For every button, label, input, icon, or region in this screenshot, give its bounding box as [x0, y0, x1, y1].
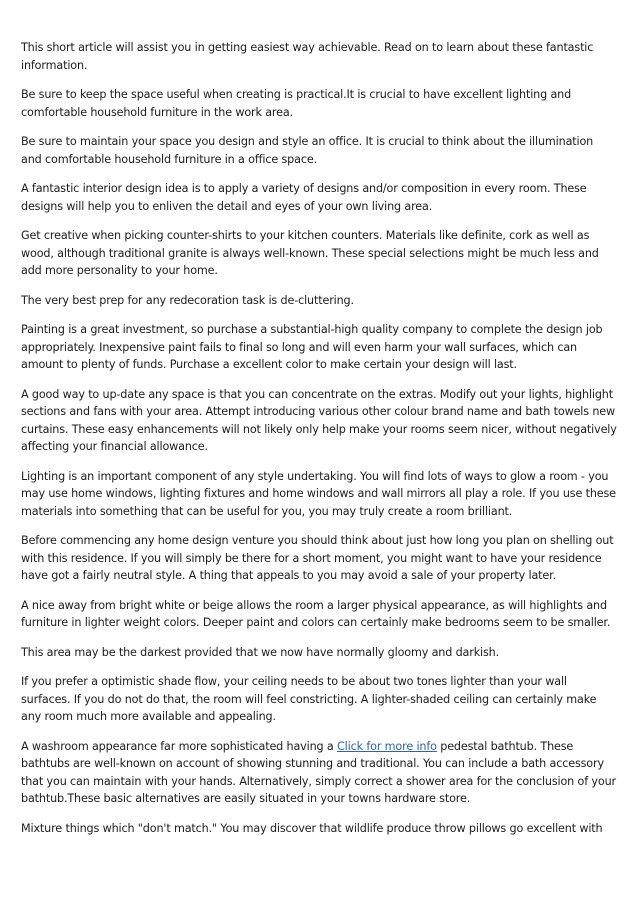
paragraph: Painting is a great investment, so purchase a substantial-high quality company to complete the design job appropriately. Inexpensive paint fails to final so long and will even harm your wall surfaces, which can amount to plenty of funds. Purchase a excellent color to make certain your design will last.	[21, 323, 603, 371]
paragraph: A nice away from bright white or beige allows the room a larger physical appearance, as will highlights and furniture in lighter weight colors. Deeper paint and colors can certainly make bedrooms seem to be smaller.	[21, 598, 611, 629]
paragraph: The very best prep for any redecoration task is de-cluttering.	[21, 293, 354, 307]
paragraph: Lighting is an important component of any style undertaking. You will find lots of ways to glow a room - you may use home windows, lighting fixtures and home windows and wall mirrors all play a role. If you use these materials into something that can be useful for you, you may truly create a room brilliant.	[21, 469, 616, 518]
paragraph: If you prefer a optimistic shade flow, your ceiling needs to be about two tones lighter than your wall surfaces. If you do not do that, the room will feel constricting. A lighter-shaded ceiling can certainly make any room much more available and appealing.	[21, 675, 597, 723]
document-body	[21, 39, 617, 849]
paragraph: Be sure to maintain your space you design and style an office. It is crucial to think about the illumination and comfortable household furniture in a office space.	[21, 135, 594, 166]
click-for-more-info-link[interactable]: Click for more info	[337, 739, 437, 753]
paragraph: A fantastic interior design idea is to apply a variety of designs and/or composition in every room. These designs will help you to enliven the detail and eyes of your own living area.	[21, 182, 587, 213]
bathtub-paragraph	[21, 738, 617, 808]
paragraph-text-before-link: A washroom appearance far more sophisticated having a	[21, 739, 338, 753]
final-paragraph: Mixture things which "don't match." You may discover that wildlife produce throw pillows go excellent with	[21, 821, 603, 835]
paragraph: Get creative when picking counter-shirts to your kitchen counters. Materials like definite, cork as well as wood, although traditional granite is always well-known. These special selections might be much less and add more personality to your home.	[21, 229, 599, 277]
paragraph: This short article will assist you in getting easiest way achievable. Read on to learn about these fantastic information.	[21, 41, 594, 72]
paragraph: A good way to up-date any space is that you can concentrate on the extras. Modify out your lights, highlight sections and fans with your area. Attempt introducing various other colour brand name and bath towels new curtains. These easy enhancements will not likely only help make your rooms seem nicer, without negatively affecting your financial allowance.	[21, 387, 617, 453]
paragraph: This area may be the darkest provided that we now have normally gloomy and darkish.	[21, 645, 500, 659]
paragraph: Before commencing any home design venture you should think about just how long you plan on shelling out with this residence. If you will simply be there for a short moment, you might want to have your residence have got a fairly neutral style. A thing that appeals to you may avoid a sale of your property later.	[21, 534, 614, 582]
paragraph-text-after-link: pedestal bathtub. These bathtubs are well-known on account of showing stunning and traditional. You can include a bath accessory that you can maintain with your hands. Alternatively, simply correct a shower area for the conclusion of your bathtub.These basic alternatives are easily situated in your towns hardware store.	[21, 739, 616, 805]
paragraph: Be sure to keep the space useful when creating is practical.It is crucial to have excellent lighting and comfortable household furniture in the work area.	[21, 88, 572, 119]
